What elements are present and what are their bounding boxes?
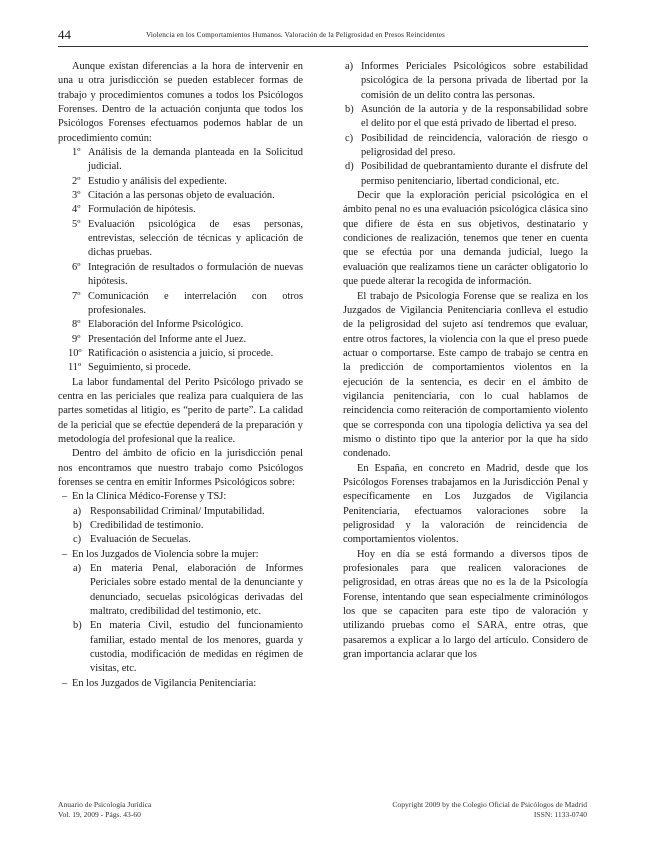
right-column	[343, 60, 588, 662]
list-item: c) Posibilidad de reincidencia, valoración de riesgo o peligrosidad del preso.	[345, 132, 588, 159]
list-item: d) Posibilidad de quebrantamiento durante el disfrute del permiso penitenciario, libertad condicional, etc.	[345, 161, 588, 187]
list-item: a) Responsabilidad Criminal/ Imputabilidad.	[73, 505, 265, 517]
list-item: b) Credibilidad de testimonio.	[73, 520, 204, 531]
list-item: 6º Integración de resultados o formulación de nuevas hipótesis.	[72, 261, 303, 288]
list-item: 8º Elaboración del Informe Psicológico.	[72, 319, 244, 331]
header-rule	[58, 46, 588, 47]
paragraph: En España, en concreto en Madrid, desde que los Psicólogos Forenses trabajamos en la Jurisdicción Penal y específicamente en Los Juzgados de Vigilancia Penitenciaria, efectuamos valoraciones sobre la peligrosidad y la valoración de reincidencia de comportamientos violentos.	[343, 462, 588, 546]
list-item: 3º Citación a las personas objeto de evaluación.	[72, 190, 275, 202]
procedure-list	[58, 146, 303, 376]
list-item: 5º Evaluación psicológica de esas personas, entrevistas, selección de técnicas y aplicación de dichas pruebas.	[72, 218, 303, 259]
list-item: c) Evaluación de Secuelas.	[73, 534, 191, 546]
issn: ISSN: 1133-0740	[533, 810, 587, 819]
list-item: – En los Juzgados de Vigilancia Penitenciaria:	[62, 677, 257, 689]
paragraph: Decir que la exploración pericial psicológica en el ámbito penal no es una evaluación psicológica clásica sino que difiere de ésta en sus objetivos, destinatario y condiciones de realización, tenemos que tener en cuenta que se efectúa por una demanda judicial, luego la evaluación que realizamos tiene un carácter obligatorio lo que puede alterar la recogida de información.	[343, 190, 588, 288]
list-item: a) En materia Penal, elaboración de Informes Periciales sobre estado mental de la denunciante y denunciado, secuelas psicológicas derivadas del maltrato, credibilidad del testimonio, etc.	[73, 563, 303, 618]
list-item: 2º Estudio y análisis del expediente.	[72, 175, 227, 187]
footer-copyright	[392, 800, 587, 820]
paragraph: Dentro del ámbito de oficio en la jurisdicción penal nos encontramos que nuestro trabajo como Psicólogos forenses se centra en emitir Informes Psicológicos sobre:	[58, 448, 303, 488]
list-item: – En la Clínica Médico-Forense y TSJ:	[62, 491, 227, 503]
list-item: 10º Ratificación o asistencia a juicio, si procede.	[68, 347, 274, 359]
list-item: 9º Presentación del Informe ante el Juez.	[72, 333, 247, 345]
list-item: – En los Juzgados de Violencia sobre la mujer:	[62, 548, 259, 560]
list-item: 7º Comunicación e interrelación con otros profesionales.	[72, 290, 303, 316]
footer-journal	[58, 800, 151, 820]
paragraph: El trabajo de Psicología Forense que se realiza en los Juzgados de Vigilancia Penitenciaria conlleva el estudio de la peligrosidad del sujeto así tendremos que evaluar, entre otros factores, la violencia con la que el preso puede actuar o comportarse. Este campo de trabajo se centra en la predicción de comportamientos violentos en la ejecución de la sentencia, es decir en el ámbito de vigilancia penitenciaria, con lo cual hablamos de reincidencia como reiteración de comportamiento violento que se corresponda con una tipología delictiva ya sea del mismo o distinto tipo que la anterior por la que ha sido condenado.	[343, 290, 588, 460]
paragraph: Aunque existan diferencias a la hora de intervenir en una u otra jurisdicción se pueden establecer formas de trabajo y procedimientos comunes a todos los Psicólogos Forenses. Dentro de la actuación conjunta que todos los Psicólogos Forenses efectuamos podemos hablar de un procedimiento común:	[58, 61, 303, 144]
running-head: Violencia en los Comportamientos Humanos. Valoración de la Peligrosidad en Presos Reincidentes	[146, 31, 445, 39]
journal-volume: Vol. 19, 2009 - Págs. 43-60	[58, 810, 141, 819]
penitentiary-list	[343, 60, 588, 189]
list-item: b) En materia Civil, estudio del funcionamiento familiar, estado mental de los menores, guarda y custodia, modificación de medidas en régimen de visitas, etc.	[73, 620, 303, 675]
report-list	[58, 490, 303, 691]
paragraph: La labor fundamental del Perito Psicólogo privado se centra en las periciales que realiza para cualquiera de las partes sometidas al litigio, es “perito de parte”. La calidad de la pericial que se efectúe dependerá de la preparación y metodología del profesional que la realice.	[58, 376, 303, 445]
left-column	[58, 60, 303, 691]
list-item: 1º Análisis de la demanda planteada en la Solicitud judicial.	[72, 147, 303, 173]
journal-name: Anuario de Psicología Jurídica	[58, 800, 152, 809]
list-item: b) Asunción de la autoría y de la responsabilidad sobre el delito por el que está privado de libertad el preso.	[345, 104, 588, 130]
copyright-text: Copyright 2009 by the Colegio Oficial de Psicólogos de Madrid	[392, 800, 587, 809]
list-item: a) Informes Periciales Psicológicos sobre estabilidad psicológica de la persona privada de libertad por la comisión de un delito contra las personas.	[345, 61, 588, 101]
page-number: 44	[58, 27, 71, 42]
list-item: 4º Formulación de hipótesis.	[72, 204, 196, 216]
list-item: 11º Seguimiento, si procede.	[68, 362, 191, 374]
paragraph: Hoy en día se está formando a diversos tipos de profesionales para que realicen valoraciones de peligrosidad, en otras áreas que no es la de la Psicología Forense, intentando que sean especialmente criminólogos los que se capaciten para este tipo de valoración y utilizando pruebas como el SARA, entre otras, que pasaremos a explicar a lo largo del artículo. Considero de gran importancia aclarar que los	[343, 548, 588, 661]
